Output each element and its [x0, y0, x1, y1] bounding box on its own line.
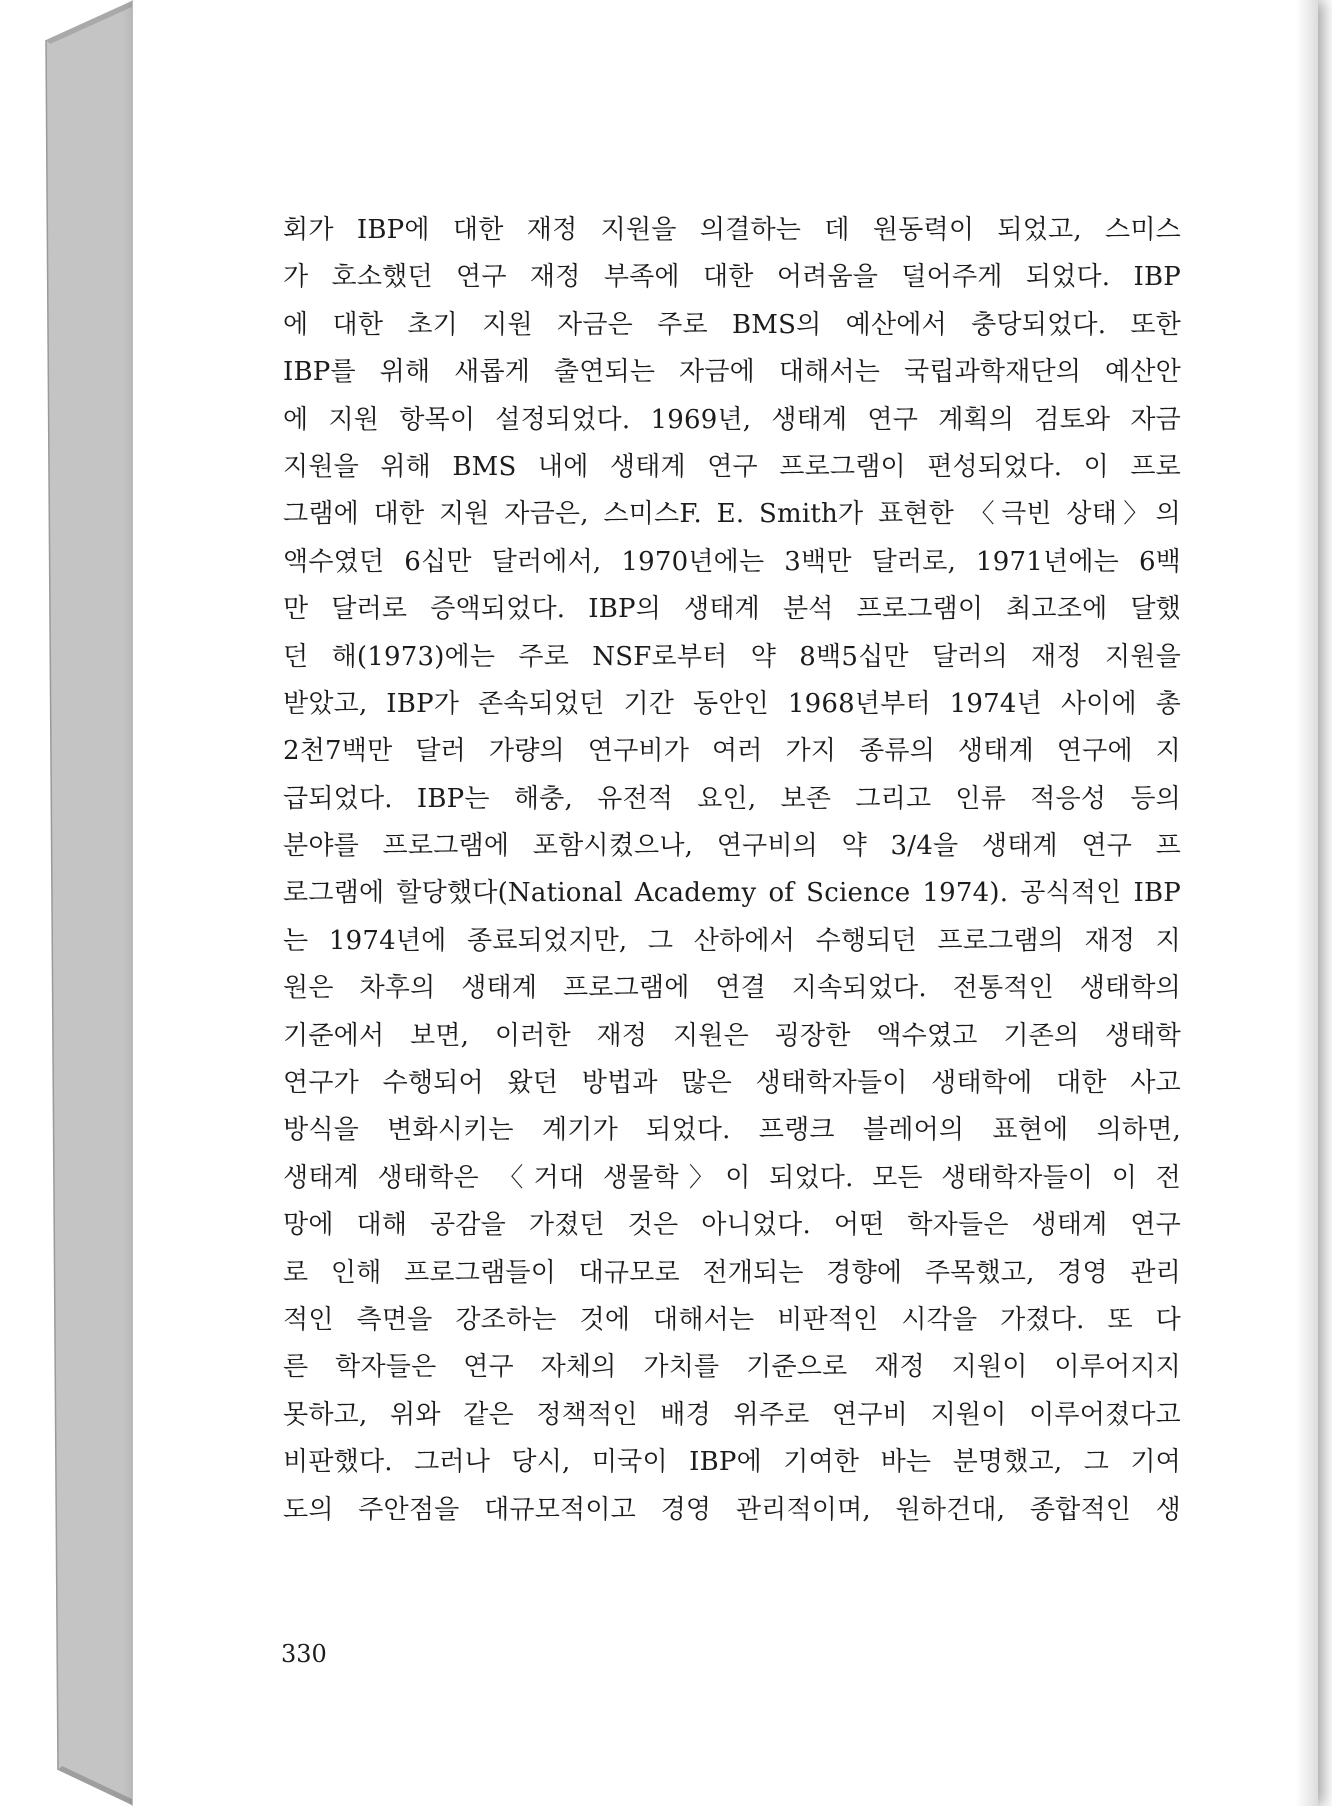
text-line: 방식을 변화시키는 계기가 되었다. 프랭크 블레어의 표현에 의하면,: [283, 1115, 1181, 1146]
text-line: 못하고, 위와 같은 정책적인 배경 위주로 연구비 지원이 이루어졌다고: [283, 1399, 1181, 1430]
text-line: 적인 측면을 강조하는 것에 대해서는 비판적인 시각을 가졌다. 또 다: [283, 1304, 1181, 1335]
text-line: 액수였던 6십만 달러에서, 1970년에는 3백만 달러로, 1971년에는 6백: [283, 546, 1181, 577]
text-line: 가 호소했던 연구 재정 부족에 대한 어려움을 덜어주게 되었다. IBP: [283, 262, 1181, 293]
text-line: 기준에서 보면, 이러한 재정 지원은 굉장한 액수였고 기존의 생태학: [283, 1020, 1181, 1051]
text-line: 에 대한 초기 지원 자금은 주로 BMS의 예산에서 충당되었다. 또한: [283, 309, 1181, 340]
text-line: 2천7백만 달러 가량의 연구비가 여러 가지 종류의 생태계 연구에 지: [283, 736, 1181, 767]
book-page: [132, 0, 1318, 1806]
text-line: 는 1974년에 종료되었지만, 그 산하에서 수행되던 프로그램의 재정 지: [283, 925, 1181, 956]
body-text: [283, 207, 1181, 1534]
text-line: 로그램에 할당했다(National Academy of Science 1974). 공식적인 IBP: [283, 878, 1181, 909]
text-line: 생태계 생태학은 〈거대 생물학〉이 되었다. 모든 생태학자들이 이 전: [283, 1162, 1181, 1193]
text-line: 른 학자들은 연구 자체의 가치를 기준으로 재정 지원이 이루어지지: [283, 1352, 1181, 1383]
book-spine-edge: [0, 0, 140, 1806]
text-line: 비판했다. 그러나 당시, 미국이 IBP에 기여한 바는 분명했고, 그 기여: [283, 1447, 1181, 1478]
text-line: 급되었다. IBP는 해충, 유전적 요인, 보존 그리고 인류 적응성 등의: [283, 783, 1181, 814]
text-line: 던 해(1973)에는 주로 NSF로부터 약 8백5십만 달러의 재정 지원을: [283, 641, 1181, 672]
text-line: 망에 대해 공감을 가졌던 것은 아니었다. 어떤 학자들은 생태계 연구: [283, 1210, 1181, 1241]
text-line: 회가 IBP에 대한 재정 지원을 의결하는 데 원동력이 되었고, 스미스: [283, 215, 1181, 245]
text-line: 로 인해 프로그램들이 대규모로 전개되는 경향에 주목했고, 경영 관리: [283, 1257, 1181, 1288]
page-number: 330: [281, 1640, 327, 1668]
text-line: 그램에 대한 지원 자금은, 스미스F. E. Smith가 표현한 〈극빈 상태〉의: [283, 499, 1181, 530]
text-line: 도의 주안점을 대규모적이고 경영 관리적이며, 원하건대, 종합적인 생: [283, 1494, 1181, 1525]
text-line: 원은 차후의 생태계 프로그램에 연결 지속되었다. 전통적인 생태학의: [283, 973, 1181, 1004]
text-line: 에 지원 항목이 설정되었다. 1969년, 생태계 연구 계획의 검토와 자금: [283, 404, 1181, 435]
text-line: 받았고, IBP가 존속되었던 기간 동안인 1968년부터 1974년 사이에 총: [283, 688, 1181, 719]
text-line: 지원을 위해 BMS 내에 생태계 연구 프로그램이 편성되었다. 이 프로: [283, 451, 1181, 482]
text-line: IBP를 위해 새롭게 출연되는 자금에 대해서는 국립과학재단의 예산안: [283, 357, 1181, 388]
text-line: 분야를 프로그램에 포함시켰으나, 연구비의 약 3/4을 생태계 연구 프: [283, 831, 1181, 862]
text-line: 만 달러로 증액되었다. IBP의 생태계 분석 프로그램이 최고조에 달했: [283, 594, 1181, 625]
text-line: 연구가 수행되어 왔던 방법과 많은 생태학자들이 생태학에 대한 사고: [283, 1068, 1181, 1099]
page-edge-shadow: [1296, 0, 1318, 1806]
